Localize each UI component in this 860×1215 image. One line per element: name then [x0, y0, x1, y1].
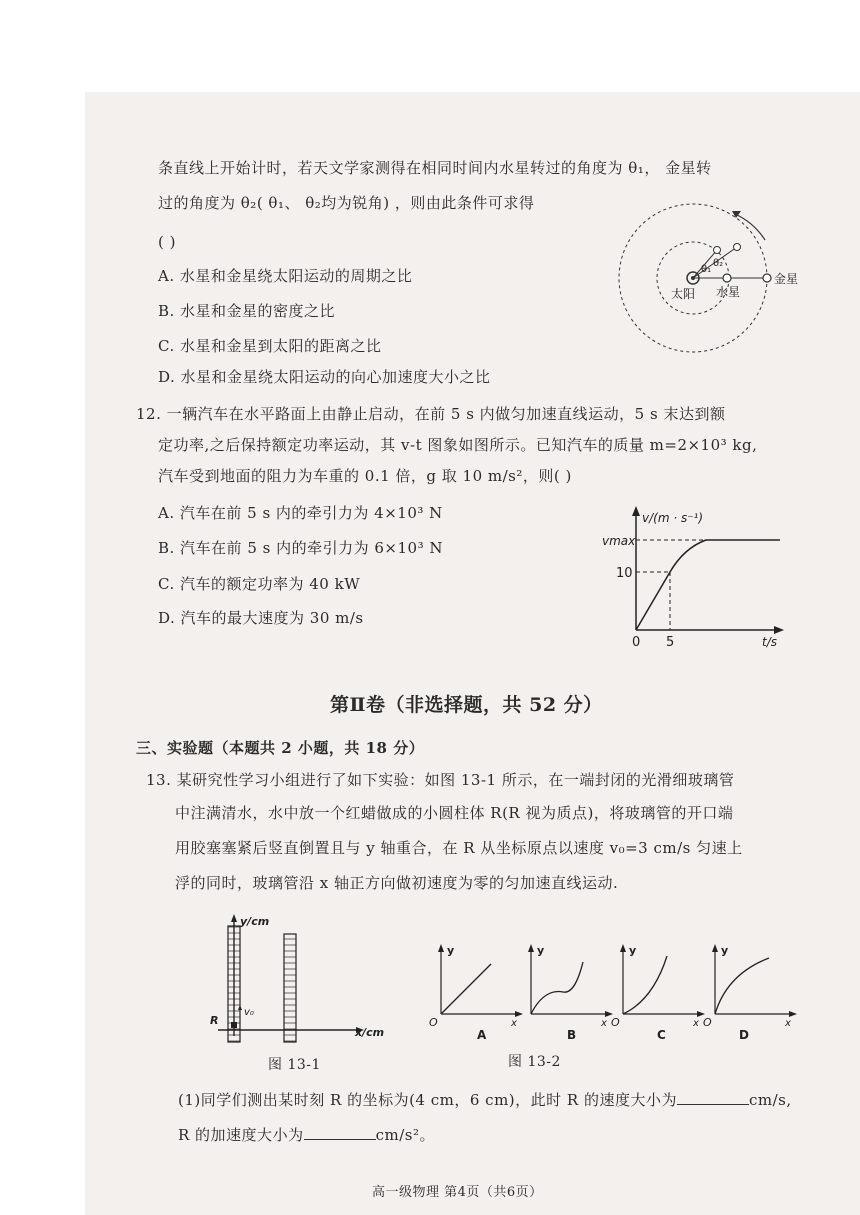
panel-b [528, 944, 613, 1042]
panel-c [611, 944, 705, 1042]
q12-option-d: D. 汽车的最大速度为 30 m/s [158, 609, 364, 627]
panel-c-letter: C [657, 1028, 666, 1042]
theta1-label: θ₁ [701, 264, 712, 275]
q12-option-c: C. 汽车的额定功率为 40 kW [158, 575, 361, 593]
panel-a-origin: O [429, 1016, 438, 1029]
panel-c-y-label: y [629, 944, 637, 957]
q11-answer-paren: ( ) [158, 233, 176, 251]
panel-d [703, 944, 797, 1042]
panel-a-curve [441, 964, 491, 1014]
panel-c-curve [623, 956, 667, 1014]
vmax-label: vmax [602, 534, 636, 548]
panel-c-x-label: x [693, 1018, 699, 1029]
origin-label: 0 [632, 635, 641, 650]
mercury-later [714, 247, 721, 254]
velocity-answer-blank[interactable] [677, 1090, 749, 1105]
acceleration-answer-blank[interactable] [304, 1125, 376, 1140]
panel-b-curve [531, 962, 583, 1014]
sun-label: 太阳 [671, 287, 696, 301]
mercury-label: 水星 [716, 285, 741, 299]
q13-sub1-line1 [178, 1090, 792, 1110]
q12-line3: 汽车受到地面的阻力为车重的 0.1 倍，g 取 10 m/s²，则( ) [158, 467, 572, 485]
panel-b-y-arrow [528, 944, 534, 952]
q13-sub1-unit-a: cm/s, [749, 1091, 792, 1109]
v-axis-label: v/(m · s⁻¹) [642, 511, 704, 525]
q13-sub1-unit-b: cm/s²。 [375, 1126, 435, 1144]
v-axis-arrow [632, 506, 640, 516]
q13-sub1-text-b: R 的加速度大小为 [178, 1126, 304, 1144]
q11-option-a: A. 水星和金星绕太阳运动的周期之比 [158, 267, 413, 285]
panel-a-y-arrow [438, 944, 444, 952]
panel-d-x-arrow [789, 1011, 797, 1017]
panel-a-letter: A [477, 1028, 487, 1042]
figure-13-2 [425, 938, 800, 1043]
page-footer: 高一级物理 第4页（共6页） [372, 1185, 543, 1200]
panel-b-y-label: y [537, 944, 545, 957]
y-axis-arrow [231, 914, 237, 922]
panel-c-origin: O [611, 1016, 620, 1029]
q13-sub1-text-a: (1)同学们测出某时刻 R 的坐标为(4 cm，6 cm)，此时 R 的速度大小为 [178, 1091, 677, 1109]
vt-graph [598, 500, 788, 652]
orbit-figure [605, 200, 825, 350]
fig-13-1-caption: 图 13-1 [268, 1057, 321, 1073]
panel-d-curve [715, 958, 769, 1014]
fig1-x-label: x/cm [355, 1026, 385, 1039]
q13-line2: 中注满清水，水中放一个红蜡做成的小圆柱体 R(R 视为质点)，将玻璃管的开口端 [175, 804, 734, 822]
venus-later [734, 244, 741, 251]
tick-10-label: 10 [616, 566, 633, 581]
panel-a [429, 944, 523, 1042]
q11-line1: 条直线上开始计时，若天文学家测得在相同时间内水星转过的角度为 θ₁， 金星转 [158, 159, 712, 177]
R-label: R [210, 1014, 219, 1027]
q13-line3: 用胶塞塞紧后竖直倒置且与 y 轴重合，在 R 从坐标原点以速度 v₀=3 cm/s 匀速上 [175, 839, 743, 857]
panel-d-y-arrow [712, 944, 718, 952]
mercury-planet [723, 274, 731, 282]
panel-d-x-label: x [785, 1018, 791, 1029]
theta2-label: θ₂ [713, 258, 724, 269]
q11-option-d: D. 水星和金星绕太阳运动的向心加速度大小之比 [158, 368, 491, 386]
section3-title: 三、实验题（本题共 2 小题，共 18 分） [136, 739, 425, 757]
q13-sub1-line2 [178, 1125, 435, 1145]
panel-a-x-arrow [515, 1011, 523, 1017]
q12-line2: 定功率,之后保持额定功率运动，其 v-t 图象如图所示。已知汽车的质量 m=2×10³ kg, [158, 436, 758, 454]
rotation-arrow [735, 214, 765, 240]
tick-5-label: 5 [666, 635, 675, 650]
wax-block-R [231, 1022, 237, 1028]
venus-planet [763, 274, 771, 282]
panel-a-y-label: y [447, 944, 455, 957]
q13-line1: 13. 某研究性学习小组进行了如下实验：如图 13-1 所示，在一端封闭的光滑细玻璃管 [146, 771, 735, 789]
panel-b-x-label: x [601, 1018, 607, 1029]
t-axis-label: t/s [762, 635, 777, 649]
q12-line1: 12. 一辆汽车在水平路面上由静止启动，在前 5 s 内做匀加速直线运动，5 s 末达到额 [136, 405, 726, 423]
venus-label: 金星 [774, 272, 799, 286]
panel-b-letter: B [567, 1028, 577, 1042]
q11-line2: 过的角度为 θ₂( θ₁、 θ₂均为锐角) ，则由此条件可求得 [158, 194, 535, 212]
panel-d-letter: D [739, 1028, 749, 1042]
fig-13-2-caption: 图 13-2 [508, 1054, 561, 1070]
q12-option-b: B. 汽车在前 5 s 内的牵引力为 6×10³ N [158, 539, 443, 557]
q13-line4: 浮的同时，玻璃管沿 x 轴正方向做初速度为零的匀加速直线运动. [175, 874, 619, 892]
q11-option-c: C. 水星和金星到太阳的距离之比 [158, 337, 382, 355]
velocity-curve [636, 540, 780, 630]
section-title: 第Ⅱ卷（非选择题，共 52 分） [330, 694, 603, 716]
q12-option-a: A. 汽车在前 5 s 内的牵引力为 4×10³ N [158, 504, 443, 522]
panel-a-x-label: x [511, 1018, 517, 1029]
panel-d-y-label: y [721, 944, 729, 957]
tube-right [284, 934, 296, 1042]
v0-label: v₀ [244, 1007, 254, 1018]
figure-13-1 [200, 912, 395, 1047]
t-axis-arrow [774, 626, 784, 634]
fig1-y-label: y/cm [240, 915, 270, 928]
q11-option-b: B. 水星和金星的密度之比 [158, 302, 336, 320]
panel-d-origin: O [703, 1016, 712, 1029]
panel-c-y-arrow [620, 944, 626, 952]
